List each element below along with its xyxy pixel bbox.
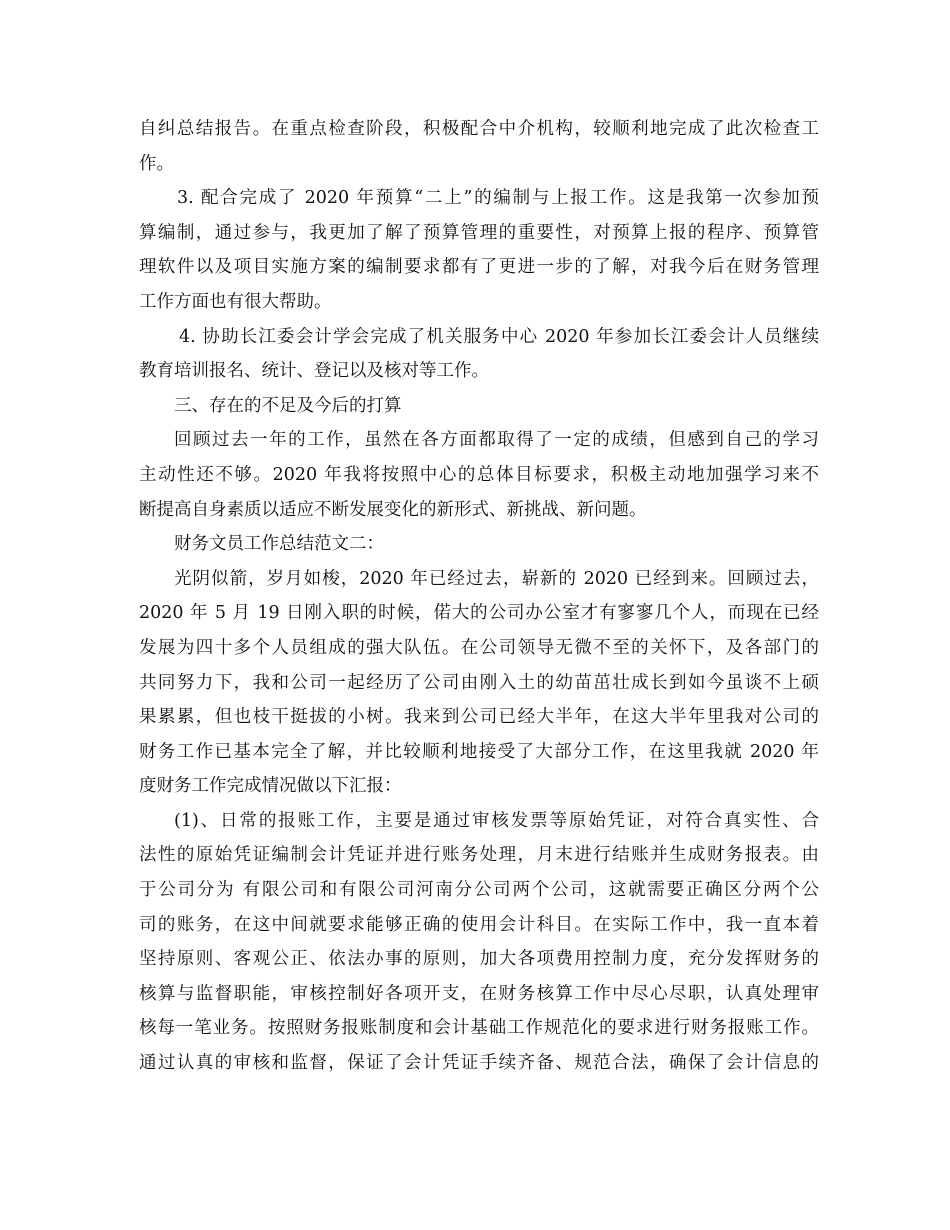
text-line: 教育培训报名、统计、登记以及核对等工作。 (139, 361, 489, 382)
text-line: 三、存在的不足及今后的打算 (174, 395, 402, 416)
text-line: 核每一笔业务。按照财务报账制度和会计基础工作规范化的要求进行财务报账工作。 (139, 1018, 819, 1039)
text-line: 财务工作已基本完全了解，并比较顺利地接受了大部分工作，在这里我就 2020 年 (139, 741, 819, 762)
text-line: 断提高自身素质以适应不断发展变化的新形式、新挑战、新问题。 (139, 499, 647, 520)
text-line: 度财务工作完成情况做以下汇报： (139, 776, 402, 797)
text-line: 理软件以及项目实施方案的编制要求都有了更进一步的了解，对我今后在财务管理 (139, 257, 819, 278)
text-line: 法性的原始凭证编制会计凭证并进行账务处理，月末进行结账并生成财务报表。由 (139, 845, 819, 866)
text-line: 果累累，但也枝干挺拔的小树。我来到公司已经大半年，在这大半年里我对公司的 (139, 707, 819, 728)
text-line: 2020 年 5 月 19 日刚入职的时候，偌大的公司办公室才有寥寥几个人，而现在已经 (139, 603, 819, 624)
text-line: 于公司分为 有限公司和有限公司河南分公司两个公司，这就需要正确区分两个公 (139, 880, 819, 901)
text-line: 工作方面也有很大帮助。 (139, 291, 332, 312)
text-line: 4. 协助长江委会计学会完成了机关服务中心 2020 年参加长江委会计人员继续 (179, 326, 819, 347)
text-line: 3. 配合完成了 2020 年预算“二上”的编制与上报工作。这是我第一次参加预 (177, 188, 819, 209)
text-line: 通过认真的审核和监督，保证了会计凭证手续齐备、规范合法，确保了会计信息的 (139, 1053, 819, 1074)
text-line: 光阴似箭，岁月如梭，2020 年已经过去，崭新的 2020 已经到来。回顾过去， (174, 568, 819, 589)
text-line: 财务文员工作总结范文二： (174, 534, 384, 555)
text-line: 回顾过去一年的工作，虽然在各方面都取得了一定的成绩，但感到自己的学习 (174, 430, 819, 451)
text-line: 司的账务，在这中间就要求能够正确的使用会计科目。在实际工作中，我一直本着 (139, 914, 819, 935)
document-body (139, 112, 819, 1081)
text-line: 作。 (139, 153, 174, 174)
text-line: 发展为四十多个人员组成的强大队伍。在公司领导无微不至的关怀下，及各部门的 (139, 637, 819, 658)
text-line: 核算与监督职能，审核控制好各项开支，在财务核算工作中尽心尽职，认真处理审 (139, 983, 819, 1004)
text-line: 算编制，通过参与，我更加了解了预算管理的重要性，对预算上报的程序、预算管 (139, 222, 819, 243)
text-line: (1)、日常的报账工作，主要是通过审核发票等原始凭证，对符合真实性、合 (174, 810, 819, 831)
text-line: 主动性还不够。2020 年我将按照中心的总体目标要求，积极主动地加强学习来不 (139, 464, 819, 485)
text-line: 自纠总结报告。在重点检查阶段，积极配合中介机构，较顺利地完成了此次检查工 (139, 119, 819, 139)
text-line: 共同努力下，我和公司一起经历了公司由刚入土的幼苗茁壮成长到如今虽谈不上硕 (139, 672, 819, 693)
text-line: 坚持原则、客观公正、依法办事的原则，加大各项费用控制力度，充分发挥财务的 (139, 949, 819, 970)
